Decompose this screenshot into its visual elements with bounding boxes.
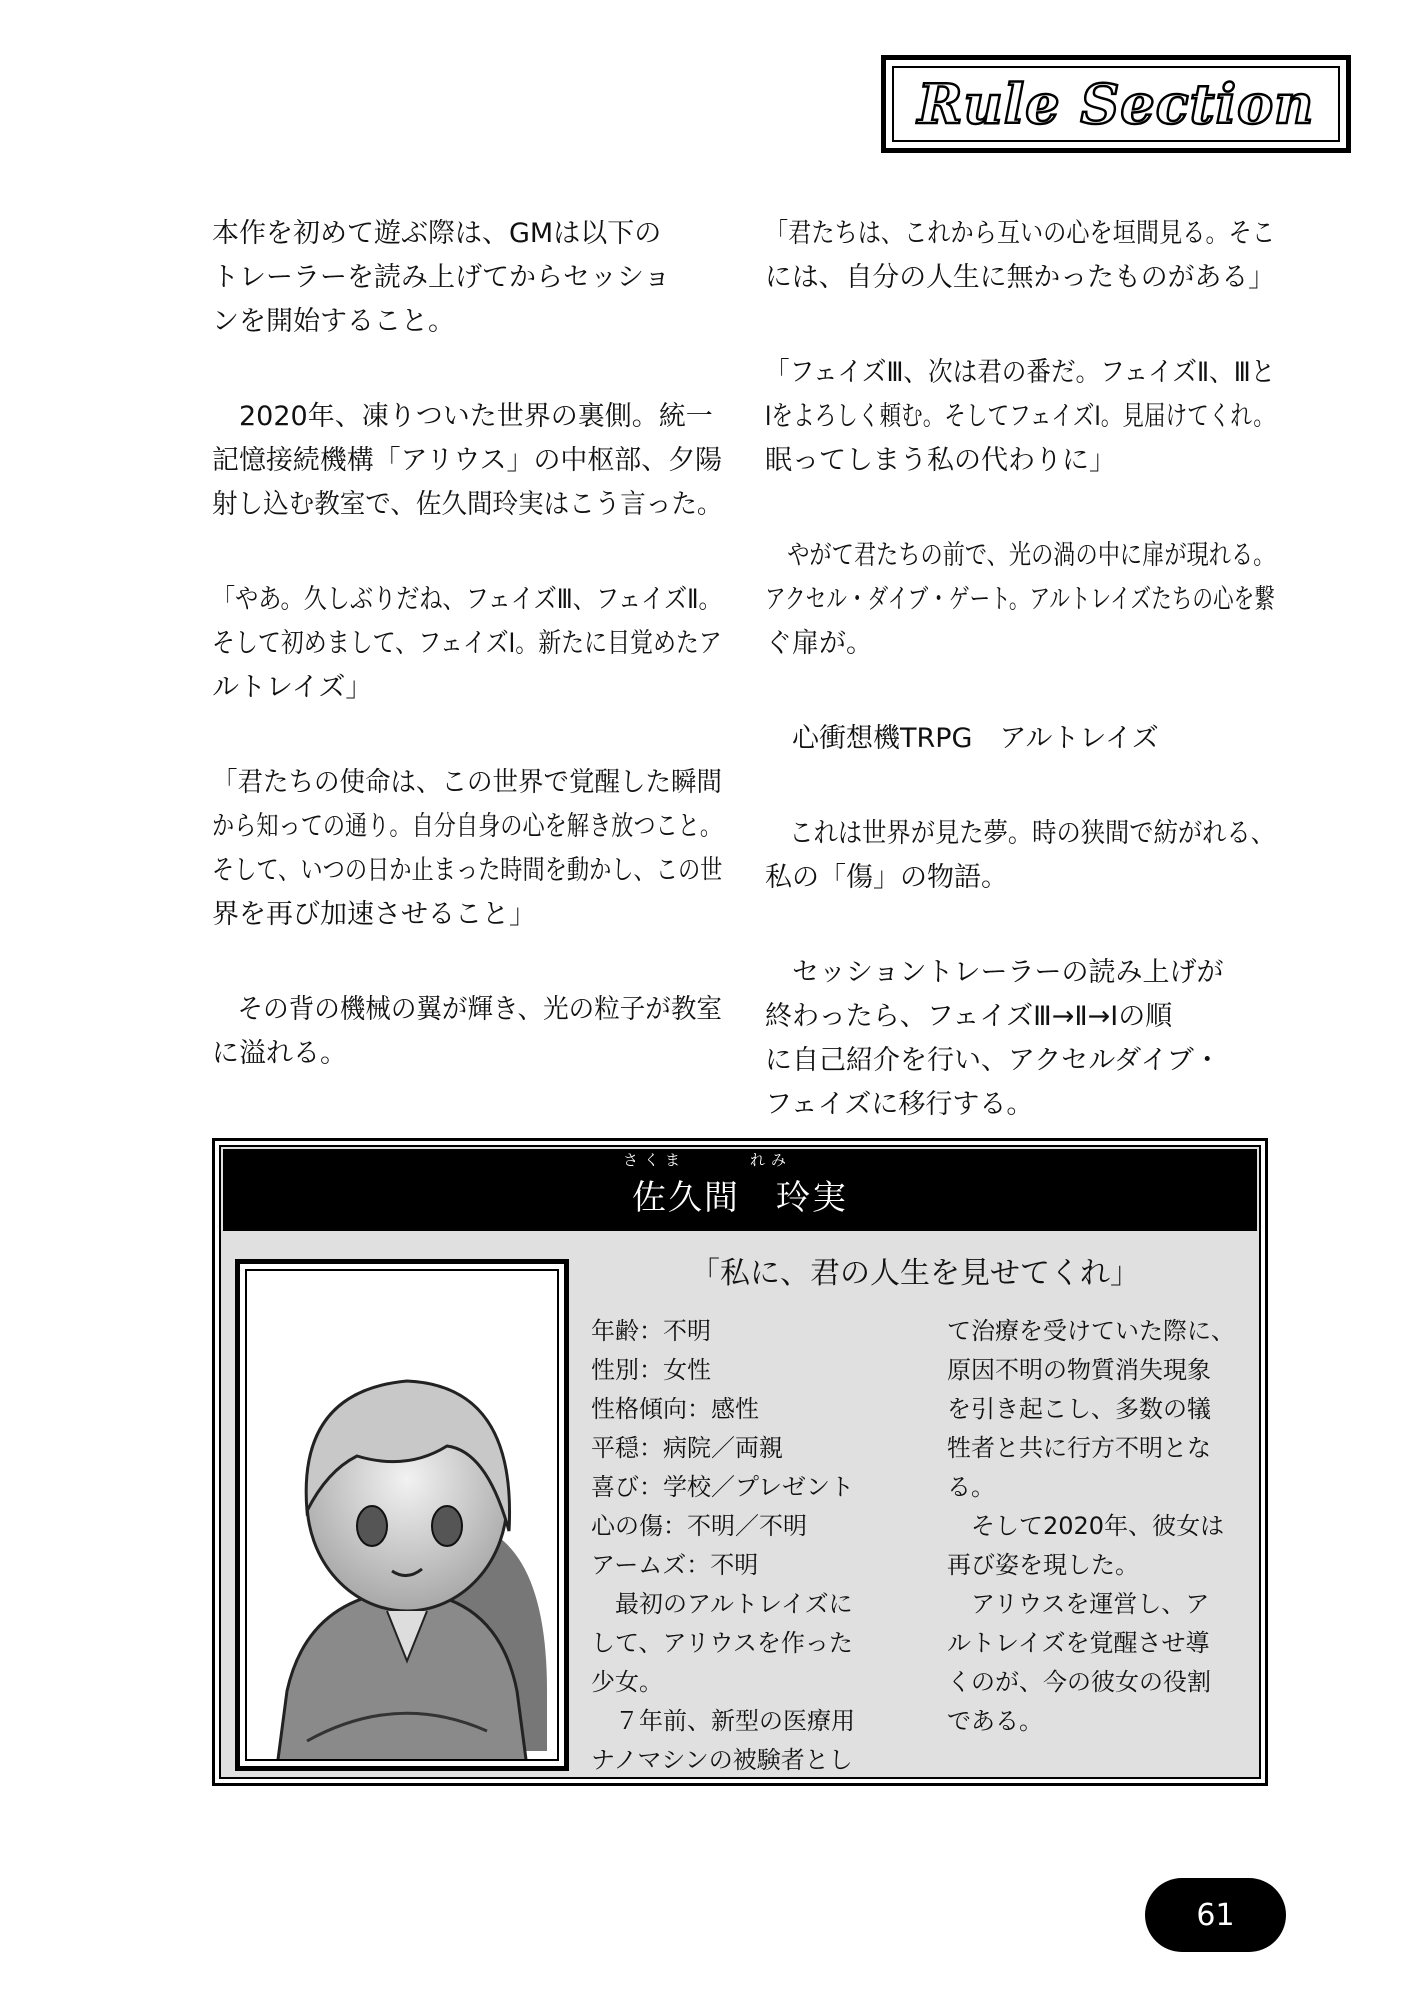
text-line: には、自分の人生に無かったものがある」 xyxy=(765,262,1276,293)
right-column-paragraph xyxy=(765,351,1275,483)
profile-text-line: 牲者と共に行方不明とな xyxy=(947,1434,1211,1462)
left-column-paragraph xyxy=(212,395,722,527)
text-line: 「やあ。久しぶりだね、フェイズⅢ、フェイズⅡ。 xyxy=(212,584,722,615)
text-line: フェイズに移行する。 xyxy=(765,1089,1034,1120)
section-header-inner-frame xyxy=(892,66,1340,142)
text-line: 心衝想機TRPG アルトレイズ xyxy=(765,723,1159,754)
ruby-family-name: さくま xyxy=(623,1151,687,1169)
profile-text-line: 最初のアルトレイズに xyxy=(591,1590,853,1618)
character-quote: 「私に、君の人生を見せてくれ」 xyxy=(690,1256,1140,1291)
profile-text-line: 喜び：学校／プレゼント xyxy=(591,1473,855,1501)
profile-text-line: 心の傷：不明／不明 xyxy=(591,1512,807,1540)
profile-text-line: 性別：女性 xyxy=(591,1356,711,1384)
right-text-column xyxy=(765,212,1275,1178)
section-title: Rule Section xyxy=(917,72,1315,136)
profile-text-line: る。 xyxy=(947,1473,995,1501)
text-line: 界を再び加速させること」 xyxy=(212,899,536,930)
text-line: これは世界が見た夢。時の狭間で紡がれる、 xyxy=(765,818,1276,849)
profile-text-line: 再び姿を現した。 xyxy=(947,1551,1139,1579)
character-name-bar xyxy=(223,1149,1257,1231)
text-line: 「君たちの使命は、この世界で覚醒した瞬間 xyxy=(212,767,722,798)
text-line: に溢れる。 xyxy=(212,1038,347,1069)
right-column-paragraph xyxy=(765,717,1275,761)
character-profile-box xyxy=(212,1138,1268,1786)
profile-text-line: ルトレイズを覚醒させ導 xyxy=(947,1629,1210,1657)
profile-text-line: 少女。 xyxy=(591,1668,663,1696)
text-line: ぐ扉が。 xyxy=(765,628,873,659)
text-line: から知っての通り。自分自身の心を解き放つこと。 xyxy=(212,811,723,842)
text-line: 「フェイズⅢ、次は君の番だ。フェイズⅡ、Ⅲと xyxy=(765,357,1276,388)
right-column-paragraph xyxy=(765,534,1275,666)
profile-text-line: ナノマシンの被験者とし xyxy=(591,1746,853,1774)
text-line: 2020年、凍りついた世界の裏側。統一 xyxy=(212,401,713,432)
character-illustration xyxy=(247,1271,559,1761)
text-line: やがて君たちの前で、光の渦の中に扉が現れる。 xyxy=(765,540,1276,571)
text-line: 本作を初めて遊ぶ際は、GMは以下の xyxy=(212,218,662,249)
left-text-column xyxy=(212,212,722,1127)
text-line: 眠ってしまう私の代わりに」 xyxy=(765,445,1116,476)
left-column-paragraph xyxy=(212,212,722,344)
text-line: その背の機械の翼が輝き、光の粒子が教室 xyxy=(212,994,722,1025)
profile-text-line: ７年前、新型の医療用 xyxy=(591,1707,855,1735)
profile-text-line: て治療を受けていた際に、 xyxy=(947,1317,1235,1345)
text-line: Ⅰをよろしく頼む。そしてフェイズⅠ。見届けてくれ。 xyxy=(765,401,1275,432)
ruby-given-name: れみ xyxy=(750,1151,793,1169)
page-number: 61 xyxy=(1145,1878,1286,1952)
text-line: 私の「傷」の物語。 xyxy=(765,862,1008,893)
right-column-paragraph xyxy=(765,812,1275,900)
profile-text-line: 平穏：病院／両親 xyxy=(591,1434,783,1462)
profile-text-line: 原因不明の物質消失現象 xyxy=(947,1356,1211,1384)
text-line: ルトレイズ」 xyxy=(212,672,373,703)
character-name: 佐久間 玲実 xyxy=(632,1178,848,1218)
profile-text-line: である。 xyxy=(947,1707,1043,1735)
text-line: そして、いつの日か止まった時間を動かし、この世 xyxy=(212,855,723,886)
profile-text-line: くのが、今の彼女の役割 xyxy=(947,1668,1211,1696)
text-line: 「君たちは、これから互いの心を垣間見る。そこ xyxy=(765,218,1276,249)
character-portrait xyxy=(245,1269,559,1761)
left-column-paragraph xyxy=(212,761,722,937)
text-line: ンを開始すること。 xyxy=(212,306,455,337)
text-line: 終わったら、フェイズⅢ→Ⅱ→Ⅰの順 xyxy=(765,1001,1173,1032)
text-line: 射し込む教室で、佐久間玲実はこう言った。 xyxy=(212,489,723,520)
left-column-paragraph xyxy=(212,988,722,1076)
profile-text-line: 年齢：不明 xyxy=(591,1317,711,1345)
text-line: に自己紹介を行い、アクセルダイブ・ xyxy=(765,1045,1221,1076)
text-line: トレーラーを読み上げてからセッショ xyxy=(212,262,671,293)
profile-text-line: アリウスを運営し、ア xyxy=(947,1590,1210,1618)
profile-text-line: アームズ：不明 xyxy=(591,1551,759,1579)
section-header-box xyxy=(881,55,1351,153)
profile-text-line: 性格傾向：感性 xyxy=(591,1395,759,1423)
text-line: セッショントレーラーの読み上げが xyxy=(765,957,1224,988)
left-column-paragraph xyxy=(212,578,722,710)
text-line: アクセル・ダイブ・ゲート。アルトレイズたちの心を繋 xyxy=(765,584,1275,615)
profile-text-line: そして2020年、彼女は xyxy=(947,1512,1225,1540)
character-stats-column xyxy=(591,1312,921,1780)
character-description-column xyxy=(947,1312,1259,1741)
text-line: そして初めまして、フェイズⅠ。新たに目覚めたア xyxy=(212,628,722,659)
right-column-paragraph xyxy=(765,951,1275,1127)
right-column-paragraph xyxy=(765,212,1275,300)
text-line: 記憶接続機構「アリウス」の中枢部、夕陽 xyxy=(212,445,723,476)
profile-text-line: を引き起こし、多数の犠 xyxy=(947,1395,1211,1423)
profile-text-line: して、アリウスを作った xyxy=(591,1629,853,1657)
character-portrait-frame xyxy=(235,1259,569,1771)
character-profile-inner xyxy=(219,1145,1261,1779)
